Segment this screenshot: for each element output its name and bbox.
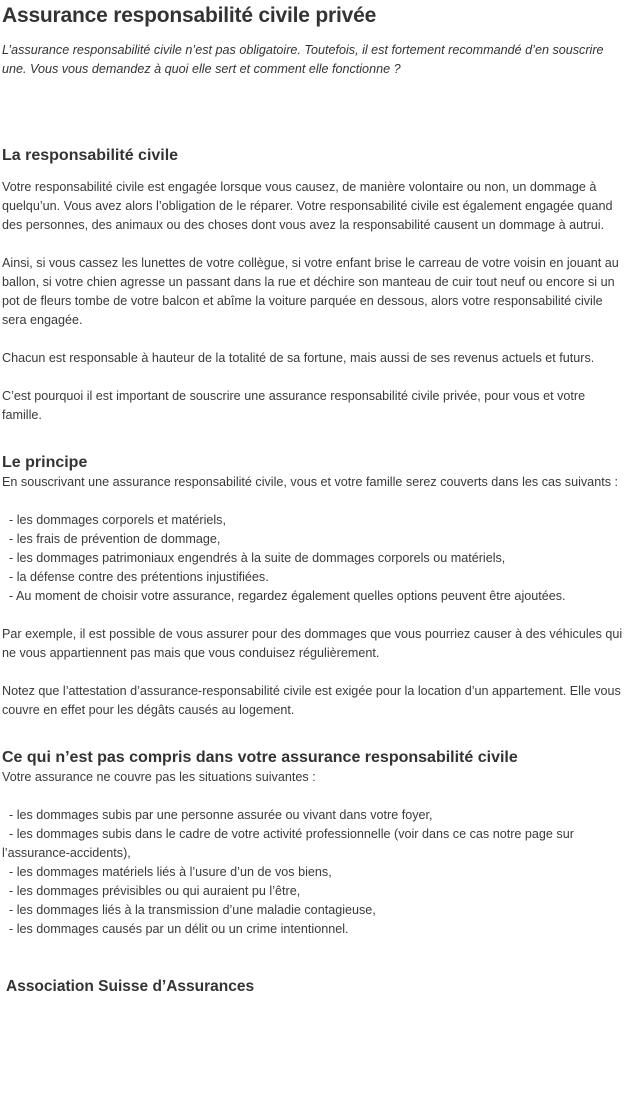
- list-item: - les dommages prévisibles ou qui auraient pu l’être,: [2, 884, 301, 898]
- coverage-list: [2, 511, 627, 606]
- list-item: - la défense contre des prétentions injustifiées.: [2, 570, 269, 584]
- list-item: - les dommages subis dans le cadre de votre activité professionnelle (voir dans ce cas notre page sur l’assurance-accidents),: [2, 827, 578, 860]
- list-item: - les dommages liés à la transmission d’une maladie contagieuse,: [2, 903, 376, 917]
- list-item: - les frais de prévention de dommage,: [2, 532, 221, 546]
- intro-text: L’assurance responsabilité civile n’est pas obligatoire. Toutefois, il est fortement recommandé d’en souscrire une. Vous vous demandez à quoi elle sert et comment elle fonctionne ?: [2, 43, 604, 76]
- list-item: - les dommages causés par un délit ou un crime intentionnel.: [2, 922, 349, 936]
- paragraph: Votre responsabilité civile est engagée lorsque vous causez, de manière volontaire ou non, un dommage à quelqu’un. Vous avez alors l’obligation de le réparer. Votre responsabilité civile est également engagée quand des personnes, des animaux ou des choses dont vous avez la responsabilité causent un dommage à autrui.: [2, 180, 613, 232]
- paragraph: C’est pourquoi il est important de souscrire une assurance responsabilité civile privée, pour vous et votre famille.: [2, 389, 586, 422]
- list-item: - les dommages patrimoniaux engendrés à la suite de dommages corporels ou matériels,: [2, 551, 506, 565]
- exclusions-list: [2, 806, 627, 939]
- list-item: - les dommages corporels et matériels,: [2, 513, 226, 527]
- paragraph: Par exemple, il est possible de vous assurer pour des dommages que vous pourriez causer à des véhicules qui ne vous appartiennent pas mais que vous conduisez régulièrement.: [2, 627, 623, 660]
- list-item: - les dommages matériels liés à l’usure d’un de vos biens,: [2, 865, 332, 879]
- page-title: Assurance responsabilité civile privée: [2, 4, 377, 27]
- paragraph: Chacun est responsable à hauteur de la totalité de sa fortune, mais aussi de ses revenus actuels et futurs.: [2, 351, 595, 365]
- section-lead: Votre assurance ne couvre pas les situations suivantes :: [2, 770, 316, 784]
- list-item: - Au moment de choisir votre assurance, regardez également quelles options peuvent être ajoutées.: [2, 589, 566, 603]
- spacer: [2, 79, 627, 146]
- paragraph: Notez que l’attestation d’assurance-responsabilité civile est exigée pour la location d’un appartement. Elle vous couvre en effet pour les dégâts causés au logement.: [2, 684, 621, 717]
- section-heading-exclusions: Ce qui n’est pas compris dans votre assurance responsabilité civile: [2, 749, 518, 766]
- section-heading-responsabilite: La responsabilité civile: [2, 147, 179, 164]
- footer-organization: Association Suisse d’Assurances: [6, 978, 255, 995]
- section-lead: En souscrivant une assurance responsabilité civile, vous et votre famille serez couverts dans les cas suivants :: [2, 475, 618, 489]
- article: [0, 3, 629, 997]
- section-heading-principe: Le principe: [2, 454, 88, 471]
- list-item: - les dommages subis par une personne assurée ou vivant dans votre foyer,: [2, 808, 433, 822]
- paragraph: Ainsi, si vous cassez les lunettes de votre collègue, si votre enfant brise le carreau de votre voisin en jouant au ballon, si votre chien agresse un passant dans la rue et déchire son manteau de cuir tout neuf ou encore si un pot de fleurs tombe de votre balcon et abîme la voiture parquée en dessous, alors votre responsabilité civile sera engagée.: [2, 256, 619, 327]
